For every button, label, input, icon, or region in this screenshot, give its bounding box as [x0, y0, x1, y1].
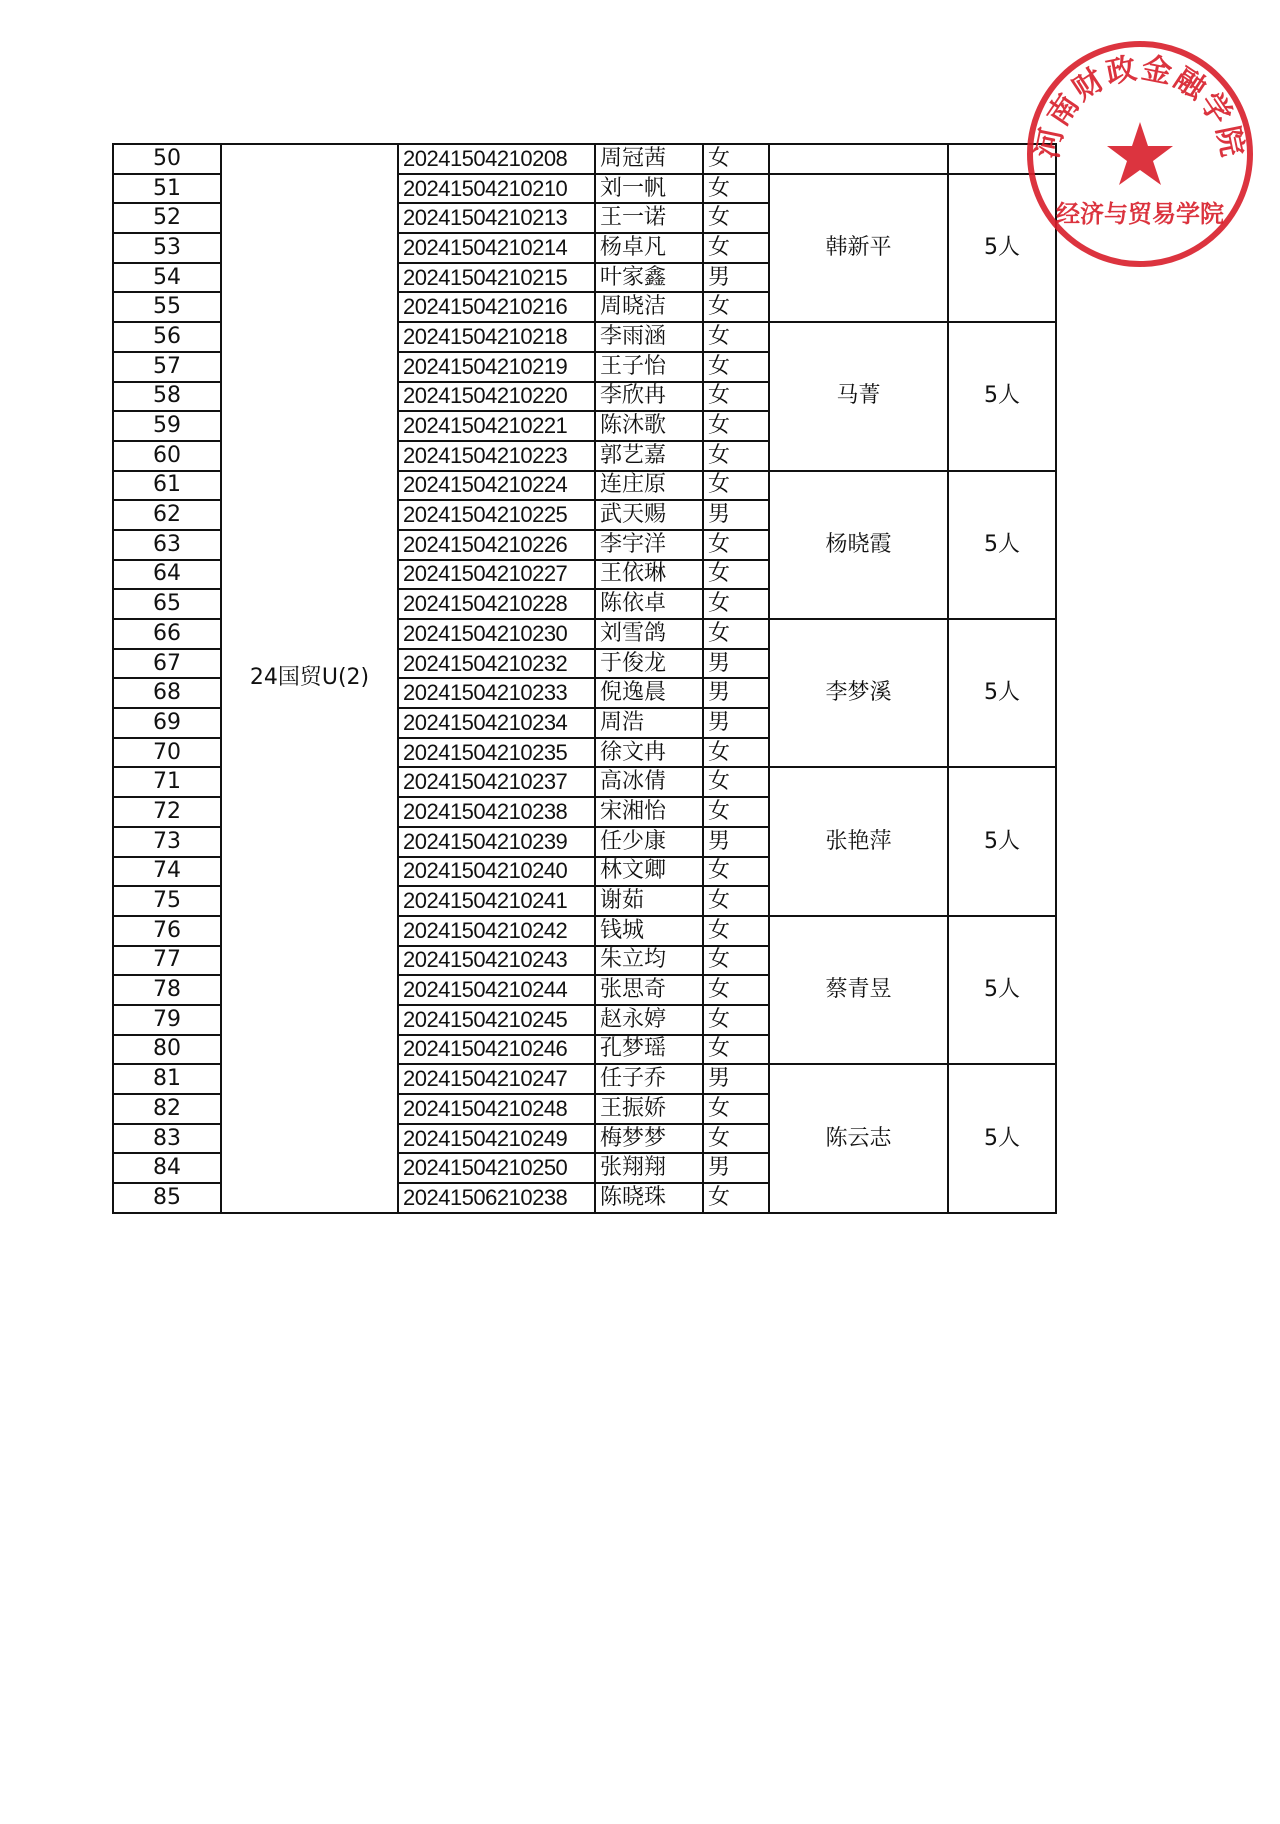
group-count: 5人 [948, 471, 1056, 619]
row-number: 65 [113, 589, 221, 619]
group-count: 5人 [948, 767, 1056, 915]
row-number: 74 [113, 857, 221, 887]
row-number: 66 [113, 619, 221, 649]
student-sex: 女 [703, 1035, 769, 1065]
student-name: 李欣冉 [595, 382, 703, 412]
student-name: 叶家鑫 [595, 263, 703, 293]
student-sex: 女 [703, 560, 769, 590]
student-sex: 女 [703, 738, 769, 768]
row-number: 69 [113, 708, 221, 738]
student-sex: 男 [703, 649, 769, 679]
student-name: 周冠茜 [595, 144, 703, 174]
student-name: 徐文冉 [595, 738, 703, 768]
row-number: 85 [113, 1183, 221, 1213]
advisor-name: 李梦溪 [769, 619, 948, 767]
student-id: 20241504210213 [398, 203, 595, 233]
student-id: 20241504210248 [398, 1094, 595, 1124]
student-id: 20241504210249 [398, 1124, 595, 1154]
roster-body [113, 144, 1056, 1213]
student-id: 20241504210246 [398, 1035, 595, 1065]
student-name: 刘一帆 [595, 174, 703, 204]
student-name: 周晓洁 [595, 292, 703, 322]
student-id: 20241504210238 [398, 797, 595, 827]
student-id: 20241504210227 [398, 560, 595, 590]
student-id: 20241504210234 [398, 708, 595, 738]
row-number: 59 [113, 411, 221, 441]
student-id: 20241504210210 [398, 174, 595, 204]
student-name: 钱城 [595, 916, 703, 946]
student-sex: 女 [703, 174, 769, 204]
student-id: 20241504210240 [398, 857, 595, 887]
student-id: 20241504210224 [398, 471, 595, 501]
student-id: 20241504210250 [398, 1153, 595, 1183]
seal-inner-text: 经济与贸易学院 [1056, 199, 1224, 228]
student-sex: 女 [703, 886, 769, 916]
advisor-name: 蔡青昱 [769, 916, 948, 1064]
row-number: 50 [113, 144, 221, 174]
row-number: 79 [113, 1005, 221, 1035]
student-id: 20241504210228 [398, 589, 595, 619]
row-number: 52 [113, 203, 221, 233]
student-id: 20241504210235 [398, 738, 595, 768]
student-name: 杨卓凡 [595, 233, 703, 263]
group-count: 5人 [948, 174, 1056, 322]
row-number: 73 [113, 827, 221, 857]
group-count: 5人 [948, 322, 1056, 470]
student-id: 20241504210225 [398, 500, 595, 530]
student-id: 20241506210238 [398, 1183, 595, 1213]
student-name: 连庄原 [595, 471, 703, 501]
student-sex: 女 [703, 589, 769, 619]
student-name: 任子乔 [595, 1064, 703, 1094]
student-name: 李雨涵 [595, 322, 703, 352]
student-sex: 女 [703, 857, 769, 887]
student-sex: 男 [703, 1064, 769, 1094]
row-number: 84 [113, 1153, 221, 1183]
student-id: 20241504210247 [398, 1064, 595, 1094]
student-name: 陈沐歌 [595, 411, 703, 441]
student-id: 20241504210237 [398, 767, 595, 797]
row-number: 63 [113, 530, 221, 560]
student-sex: 女 [703, 975, 769, 1005]
class-name-cell: 24国贸U(2) [221, 144, 398, 1213]
student-id: 20241504210226 [398, 530, 595, 560]
row-number: 76 [113, 916, 221, 946]
student-sex: 女 [703, 1005, 769, 1035]
student-name: 赵永婷 [595, 1005, 703, 1035]
student-name: 陈晓珠 [595, 1183, 703, 1213]
row-number: 58 [113, 382, 221, 412]
student-id: 20241504210230 [398, 619, 595, 649]
student-sex: 男 [703, 827, 769, 857]
official-seal [1022, 36, 1258, 272]
student-sex: 男 [703, 708, 769, 738]
student-name: 梅梦梦 [595, 1124, 703, 1154]
student-sex: 女 [703, 767, 769, 797]
row-number: 56 [113, 322, 221, 352]
student-id: 20241504210208 [398, 144, 595, 174]
student-id: 20241504210239 [398, 827, 595, 857]
advisor-name: 杨晓霞 [769, 471, 948, 619]
student-id: 20241504210215 [398, 263, 595, 293]
row-number: 83 [113, 1124, 221, 1154]
student-id: 20241504210232 [398, 649, 595, 679]
advisor-name: 陈云志 [769, 1064, 948, 1212]
advisor-name: 韩新平 [769, 174, 948, 322]
row-number: 55 [113, 292, 221, 322]
student-id: 20241504210221 [398, 411, 595, 441]
row-number: 78 [113, 975, 221, 1005]
student-id: 20241504210223 [398, 441, 595, 471]
student-sex: 男 [703, 678, 769, 708]
student-name: 张思奇 [595, 975, 703, 1005]
row-number: 75 [113, 886, 221, 916]
student-id: 20241504210242 [398, 916, 595, 946]
roster-table [112, 143, 1057, 1214]
row-number: 72 [113, 797, 221, 827]
row-number: 67 [113, 649, 221, 679]
student-name: 倪逸晨 [595, 678, 703, 708]
student-name: 宋湘怡 [595, 797, 703, 827]
student-name: 高冰倩 [595, 767, 703, 797]
student-id: 20241504210245 [398, 1005, 595, 1035]
row-number: 81 [113, 1064, 221, 1094]
row-number: 82 [113, 1094, 221, 1124]
student-id: 20241504210233 [398, 678, 595, 708]
row-number: 80 [113, 1035, 221, 1065]
student-name: 王子怡 [595, 352, 703, 382]
student-sex: 女 [703, 144, 769, 174]
group-count: 5人 [948, 916, 1056, 1064]
student-name: 王依琳 [595, 560, 703, 590]
student-name: 朱立均 [595, 946, 703, 976]
student-name: 李宇洋 [595, 530, 703, 560]
student-name: 孔梦瑶 [595, 1035, 703, 1065]
row-number: 70 [113, 738, 221, 768]
student-sex: 女 [703, 619, 769, 649]
row-number: 77 [113, 946, 221, 976]
student-id: 20241504210216 [398, 292, 595, 322]
student-sex: 女 [703, 946, 769, 976]
student-name: 任少康 [595, 827, 703, 857]
student-sex: 女 [703, 471, 769, 501]
advisor-name: 张艳萍 [769, 767, 948, 915]
student-sex: 女 [703, 322, 769, 352]
student-name: 武天赐 [595, 500, 703, 530]
student-name: 郭艺嘉 [595, 441, 703, 471]
row-number: 57 [113, 352, 221, 382]
student-id: 20241504210219 [398, 352, 595, 382]
row-number: 60 [113, 441, 221, 471]
advisor-name [769, 144, 948, 174]
student-name: 刘雪鸽 [595, 619, 703, 649]
row-number: 61 [113, 471, 221, 501]
row-number: 51 [113, 174, 221, 204]
student-sex: 女 [703, 916, 769, 946]
student-sex: 女 [703, 797, 769, 827]
student-sex: 女 [703, 441, 769, 471]
student-name: 王振娇 [595, 1094, 703, 1124]
student-name: 林文卿 [595, 857, 703, 887]
advisor-name: 马菁 [769, 322, 948, 470]
row-number: 68 [113, 678, 221, 708]
student-sex: 女 [703, 203, 769, 233]
student-sex: 男 [703, 1153, 769, 1183]
student-sex: 女 [703, 352, 769, 382]
row-number: 54 [113, 263, 221, 293]
row-number: 62 [113, 500, 221, 530]
student-sex: 男 [703, 263, 769, 293]
row-number: 71 [113, 767, 221, 797]
student-id: 20241504210218 [398, 322, 595, 352]
student-sex: 女 [703, 233, 769, 263]
group-count: 5人 [948, 1064, 1056, 1212]
student-name: 于俊龙 [595, 649, 703, 679]
student-sex: 女 [703, 411, 769, 441]
student-id: 20241504210244 [398, 975, 595, 1005]
student-id: 20241504210243 [398, 946, 595, 976]
table-row [113, 144, 1056, 174]
row-number: 53 [113, 233, 221, 263]
student-sex: 女 [703, 292, 769, 322]
student-id: 20241504210214 [398, 233, 595, 263]
student-name: 王一诺 [595, 203, 703, 233]
student-id: 20241504210220 [398, 382, 595, 412]
student-sex: 女 [703, 1183, 769, 1213]
group-count: 5人 [948, 619, 1056, 767]
student-name: 张翔翔 [595, 1153, 703, 1183]
student-sex: 女 [703, 382, 769, 412]
student-sex: 男 [703, 500, 769, 530]
row-number: 64 [113, 560, 221, 590]
student-id: 20241504210241 [398, 886, 595, 916]
student-sex: 女 [703, 530, 769, 560]
student-name: 陈依卓 [595, 589, 703, 619]
seal-star-icon [1107, 122, 1173, 185]
student-sex: 女 [703, 1124, 769, 1154]
student-name: 谢茹 [595, 886, 703, 916]
seal-outer-text: 河南财政金融学院 [1030, 50, 1250, 162]
student-name: 周浩 [595, 708, 703, 738]
student-sex: 女 [703, 1094, 769, 1124]
